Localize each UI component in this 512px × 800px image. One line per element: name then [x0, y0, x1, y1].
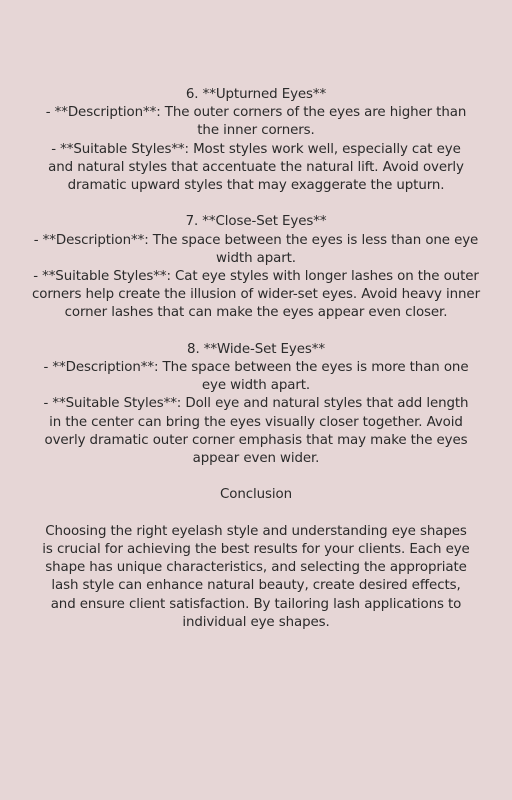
section-description: - **Description**: The space between the eyes is more than one eye width apart.	[43, 360, 469, 394]
conclusion-heading-block	[40, 486, 472, 504]
conclusion-body: Choosing the right eyelash style and understanding eye shapes is crucial for achieving the best results for your clients. Each eye shape has unique characteristics, and selecting the appropriate lash style can enhance natural beauty, create desired effects, and ensure client satisfaction. By tailoring lash applications to individual eye shapes.	[42, 523, 470, 630]
section-title: 7. **Close-Set Eyes**	[185, 214, 327, 230]
section-title: 8. **Wide-Set Eyes**	[187, 341, 325, 357]
section-title: 6. **Upturned Eyes**	[185, 87, 327, 102]
section-suitable-styles: - **Suitable Styles**: Most styles work well, especially cat eye and natural styles that accentuate the natural lift. Avoid overly dramatic upward styles that may exaggerate the upturn.	[48, 141, 464, 194]
section-description: - **Description**: The space between the eyes is less than one eye width apart.	[33, 232, 479, 266]
conclusion-heading: Conclusion	[220, 487, 292, 503]
section-upturned-eyes	[40, 86, 472, 195]
section-suitable-styles: - **Suitable Styles**: Doll eye and natural styles that add length in the center can bring the eyes visually closer together. Avoid overly dramatic outer corner emphasis that may make the eyes appear even wider.	[43, 396, 469, 467]
document-page	[32, 86, 480, 650]
section-suitable-styles: - **Suitable Styles**: Cat eye styles with longer lashes on the outer corners help create the illusion of wider-set eyes. Avoid heavy inner corner lashes that can make the eyes appear even closer.	[32, 269, 480, 321]
section-wide-set-eyes	[40, 341, 472, 468]
section-description: - **Description**: The outer corners of the eyes are higher than the inner corners.	[45, 105, 467, 139]
section-close-set-eyes	[26, 213, 486, 322]
conclusion-body-block	[40, 523, 472, 632]
